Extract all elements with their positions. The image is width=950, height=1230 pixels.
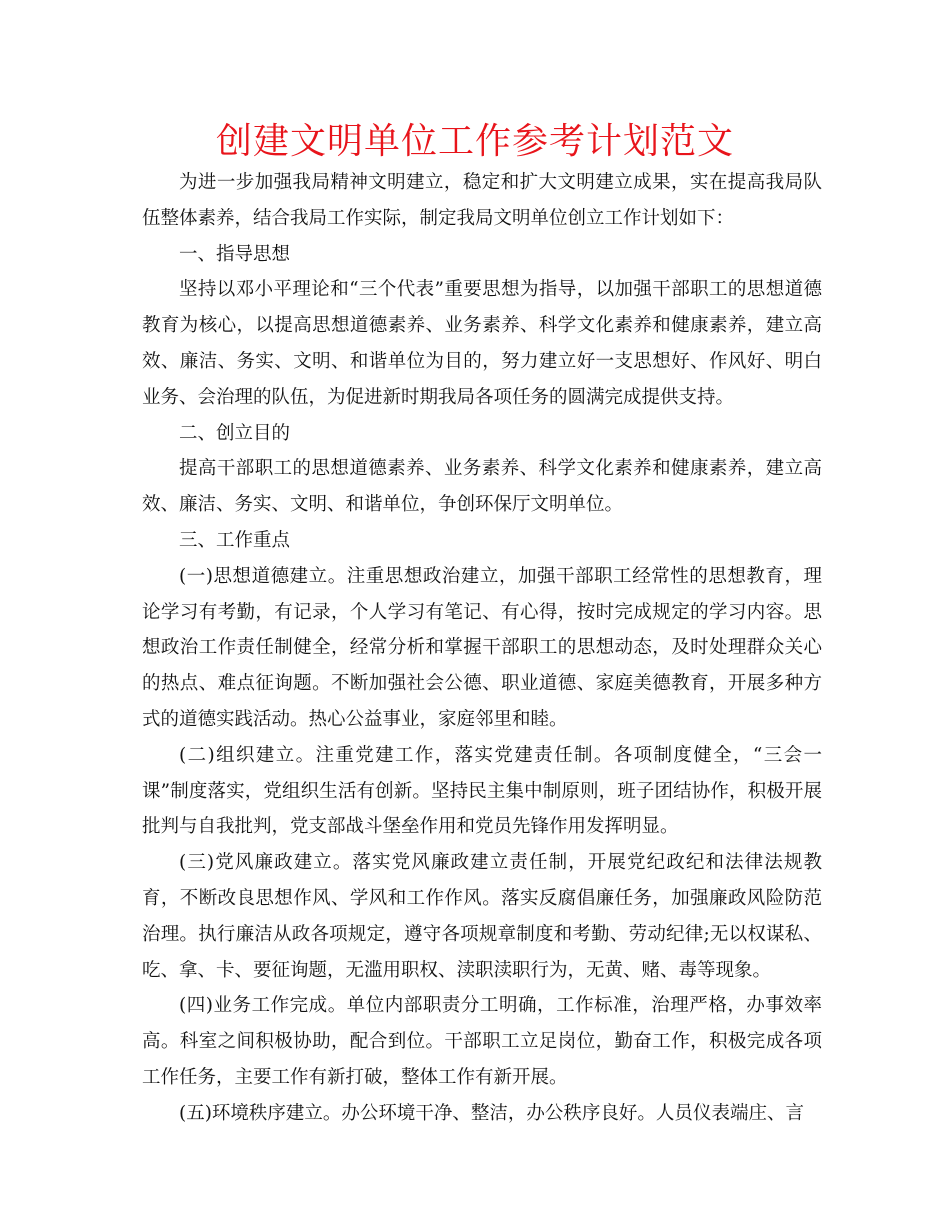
work-focus-item-5: (五)环境秩序建立。办公环境干净、整洁，办公秩序良好。人员仪表端庄、言 [179,1102,804,1124]
guiding-ideology-paragraph: 坚持以邓小平理论和“三个代表”重要思想为指导，以加强干部职工的思想道德教育为核心，以提高思想道德素养、业务素养、科学文化素养和健康素养，建立高效、廉洁、务实、文明、和谐单位为目的，努力建立好一支思想好、作风好、明白业务、会治理的队伍，为促进新时期我局各项任务的圆满完成提供支持。 [142,279,822,408]
document-body [142,165,822,1132]
section-heading-work-focus: 三、工作重点 [179,529,291,551]
work-focus-item-1: (一)思想道德建立。注重思想政治建立，加强干部职工经常性的思想教育，理论学习有考勤，有记录，个人学习有笔记、有心得，按时完成规定的学习内容。思想政治工作责任制健全，经常分析和掌握干部职工的思想动态，及时处理群众关心的热点、难点征询题。不断加强社会公德、职业道德、家庭美德教育，开展多种方式的道德实践活动。热心公益事业，家庭邻里和睦。 [142,565,822,730]
work-focus-item-4: (四)业务工作完成。单位内部职责分工明确，工作标准，治理严格，办事效率高。科室之间积极协助，配合到位。干部职工立足岗位，勤奋工作，积极完成各项工作任务，主要工作有新打破，整体工作有新开展。 [142,995,822,1088]
work-focus-item-3: (三)党风廉政建立。落实党风廉政建立责任制，开展党纪政纪和法律法规教育，不断改良思想作风、学风和工作作风。落实反腐倡廉任务，加强廉政风险防范治理。执行廉洁从政各项规定，遵守各项规章制度和考勤、劳动纪律;无以权谋私、吃、拿、卡、要征询题，无滥用职权、渎职渎职行为，无黄、赌、毒等现象。 [142,852,822,981]
section-heading-guiding-ideology: 一、指导思想 [179,243,291,265]
work-focus-item-2: (二)组织建立。注重党建工作，落实党建责任制。各项制度健全，“三会一课”制度落实，党组织生活有创新。坚持民主集中制原则，班子团结协作，积极开展批判与自我批判，党支部战斗堡垒作用和党员先锋作用发挥明显。 [142,744,822,838]
section-heading-purpose: 二、创立目的 [179,422,291,444]
intro-paragraph: 为进一步加强我局精神文明建立，稳定和扩大文明建立成果，实在提高我局队伍整体素养，结合我局工作实际，制定我局文明单位创立工作计划如下： [142,172,822,229]
document-title: 创建文明单位工作参考计划范文 [215,121,734,162]
purpose-paragraph: 提高干部职工的思想道德素养、业务素养、科学文化素养和健康素养，建立高效、廉洁、务实、文明、和谐单位，争创环保厅文明单位。 [142,458,822,516]
